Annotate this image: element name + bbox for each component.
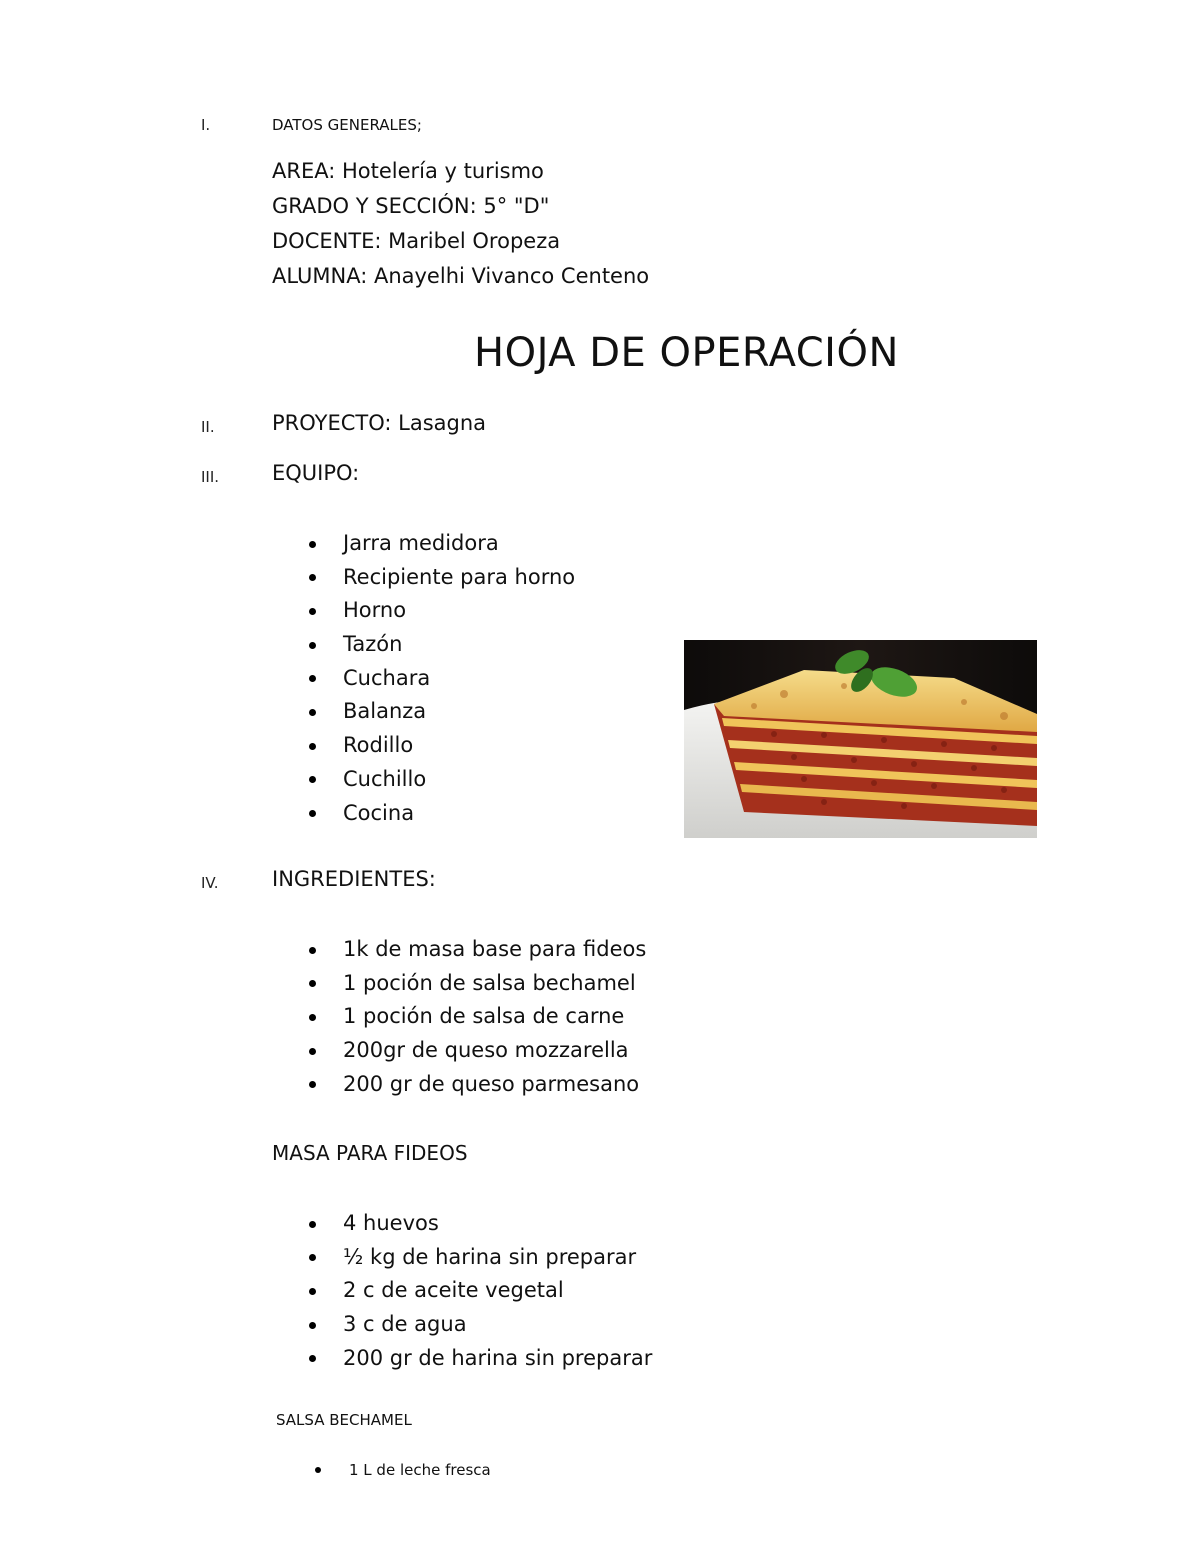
section-2-numeral: II. (201, 418, 215, 436)
bullet-icon (309, 608, 316, 615)
page-title: HOJA DE OPERACIÓN (474, 330, 899, 376)
masa-heading: MASA PARA FIDEOS (272, 1141, 468, 1165)
bullet-icon (309, 947, 316, 954)
list-item: 3 c de agua (272, 1308, 652, 1342)
list-item: Horno (272, 594, 575, 628)
list-item: 4 huevos (272, 1207, 652, 1241)
bullet-icon (309, 1048, 316, 1055)
bullet-icon (315, 1467, 321, 1473)
list-item: 1k de masa base para fideos (272, 933, 646, 967)
masa-list (272, 1207, 652, 1375)
list-item: 200 gr de harina sin preparar (272, 1342, 652, 1376)
section-3-heading: EQUIPO: (272, 461, 360, 485)
bullet-icon (309, 541, 316, 548)
bullet-icon (309, 675, 316, 682)
list-item: Cocina (272, 797, 575, 831)
list-item: Tazón (272, 628, 575, 662)
bullet-icon (309, 574, 316, 581)
equipment-list (272, 527, 575, 830)
info-grade-section: GRADO Y SECCIÓN: 5° "D" (272, 194, 550, 218)
section-1-numeral: I. (201, 116, 211, 134)
bullet-icon (309, 1221, 316, 1228)
bullet-icon (309, 709, 316, 716)
list-item: 2 c de aceite vegetal (272, 1274, 652, 1308)
list-item: Balanza (272, 695, 575, 729)
bullet-icon (309, 1014, 316, 1021)
bullet-icon (309, 1288, 316, 1295)
list-item: Cuchillo (272, 763, 575, 797)
bullet-icon (309, 980, 316, 987)
list-item: 200 gr de queso parmesano (272, 1068, 646, 1102)
list-item: Cuchara (272, 662, 575, 696)
list-item: 1 poción de salsa de carne (272, 1000, 646, 1034)
bullet-icon (309, 1254, 316, 1261)
list-item: Rodillo (272, 729, 575, 763)
section-4-heading: INGREDIENTES: (272, 867, 436, 891)
section-1-heading: DATOS GENERALES; (272, 116, 422, 134)
info-student: ALUMNA: Anayelhi Vivanco Centeno (272, 264, 650, 288)
lasagna-photo (684, 640, 1037, 838)
list-item: Recipiente para horno (272, 561, 575, 595)
bullet-icon (309, 776, 316, 783)
list-item: 200gr de queso mozzarella (272, 1034, 646, 1068)
list-item: ½ kg de harina sin preparar (272, 1241, 652, 1275)
section-4-numeral: IV. (201, 874, 219, 892)
ingredients-list (272, 933, 646, 1101)
bechamel-heading: SALSA BECHAMEL (276, 1411, 412, 1429)
bullet-icon (309, 642, 316, 649)
info-teacher: DOCENTE: Maribel Oropeza (272, 229, 561, 253)
bechamel-list (276, 1457, 491, 1483)
list-item: 1 poción de salsa bechamel (272, 967, 646, 1001)
bullet-icon (309, 1081, 316, 1088)
bullet-icon (309, 810, 316, 817)
section-2-heading: PROYECTO: Lasagna (272, 411, 487, 435)
bullet-icon (309, 743, 316, 750)
list-item: 1 L de leche fresca (276, 1457, 491, 1483)
bullet-icon (309, 1355, 316, 1362)
list-item: Jarra medidora (272, 527, 575, 561)
section-3-numeral: III. (201, 468, 220, 486)
bullet-icon (309, 1322, 316, 1329)
info-area: AREA: Hotelería y turismo (272, 159, 544, 183)
